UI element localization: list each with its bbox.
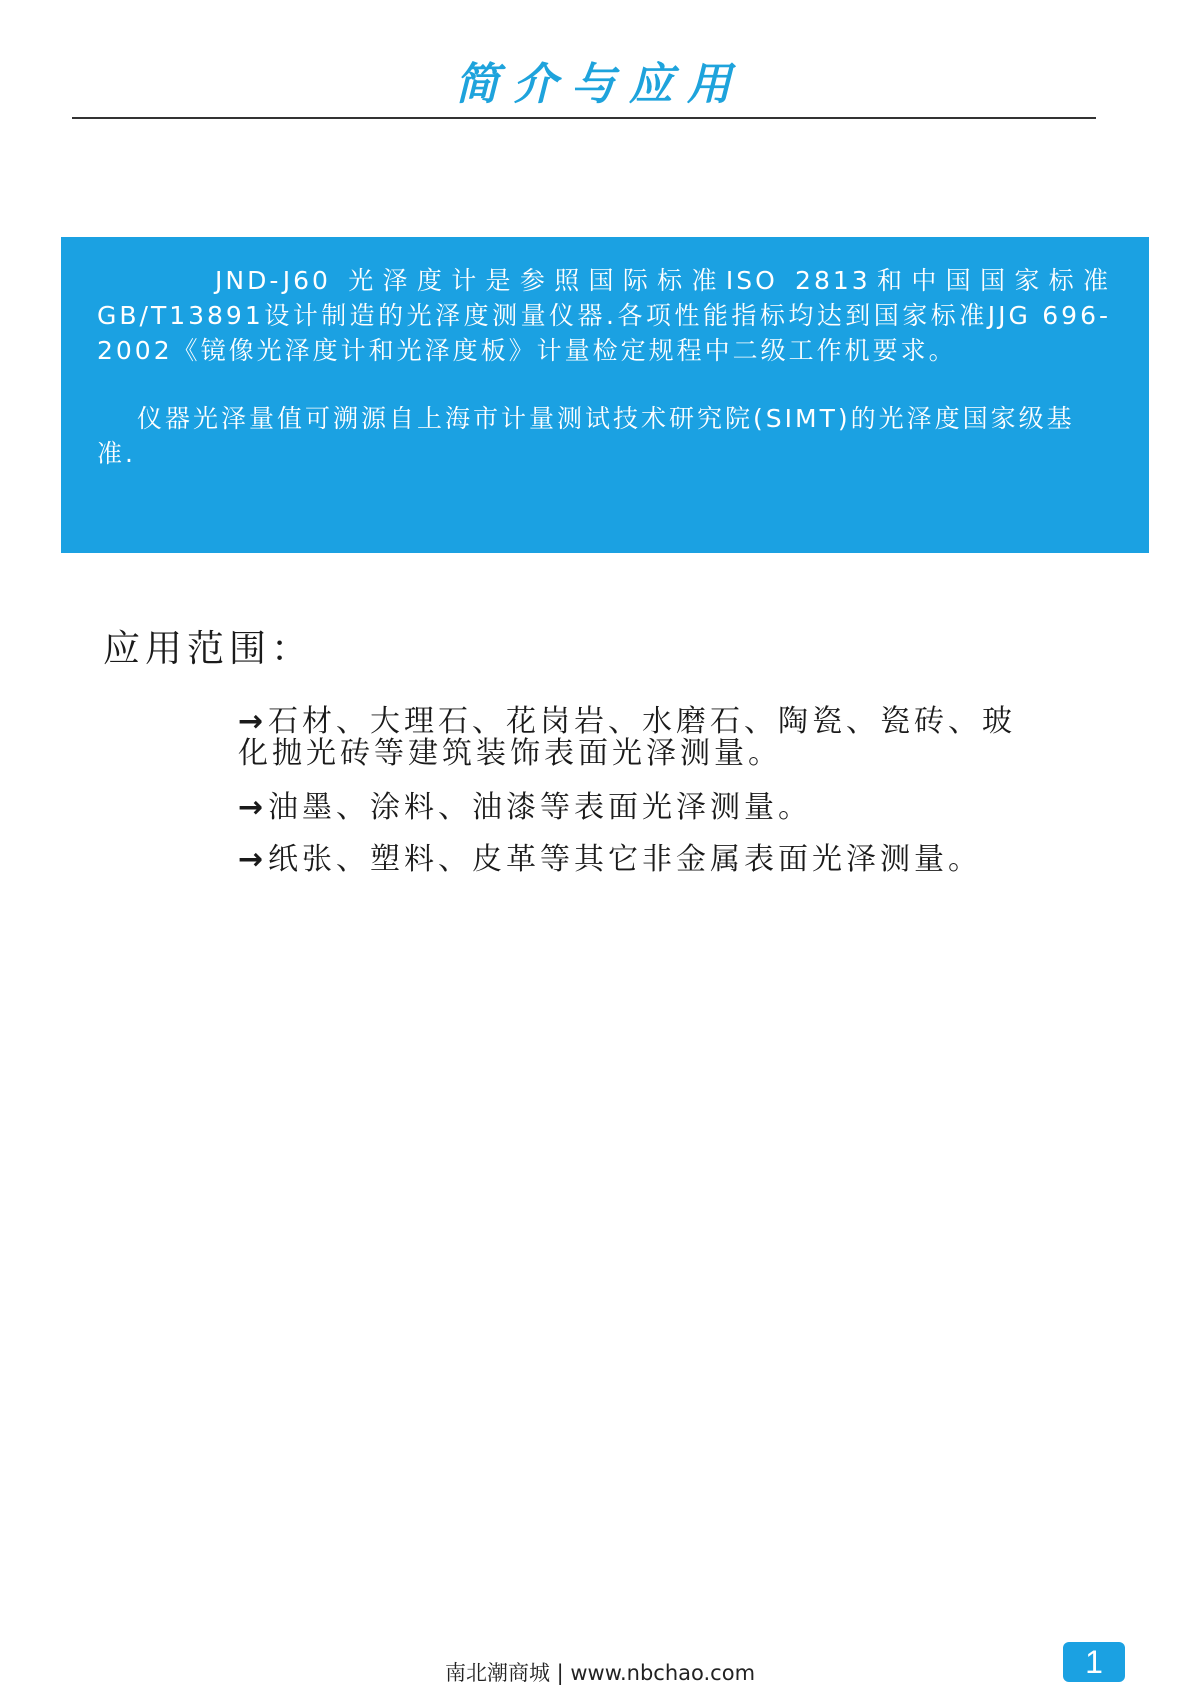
scope-item-text: 油墨、涂料、油漆等表面光泽测量。 — [268, 790, 812, 825]
right-arrow-icon: → — [238, 842, 264, 877]
right-arrow-icon: → — [238, 790, 264, 825]
scope-item-text: 纸张、塑料、皮革等其它非金属表面光泽测量。 — [268, 842, 982, 877]
scope-item-text: 石材、大理石、花岗岩、水磨石、陶瓷、瓷砖、玻化抛光砖等建筑装饰表面光泽测量。 — [238, 704, 1016, 771]
title-divider — [72, 117, 1096, 119]
scope-heading: 应用范围： — [103, 627, 313, 670]
intro-paragraph-1: JND-J60 光泽度计是参照国际标准ISO 2813和中国国家标准GB/T13891设计制造的光泽度测量仪器.各项性能指标均达到国家标准JJG 696-2002《镜像光泽度计和光泽度板》计量检定规程中二级工作机要求。 — [97, 266, 1111, 365]
scope-list — [238, 706, 1038, 898]
footer-text: 南北潮商城 | www.nbchao.com — [444, 1661, 756, 1685]
intro-box — [61, 237, 1149, 553]
scope-item — [238, 844, 1038, 876]
page-number-badge: 1 — [1063, 1642, 1125, 1682]
page-title: 简介与应用 — [455, 59, 745, 110]
scope-item — [238, 792, 1038, 824]
scope-item — [238, 706, 1038, 770]
right-arrow-icon: → — [238, 704, 264, 739]
intro-paragraph-2: 仪器光泽量值可溯源自上海市计量测试技术研究院(SIMT)的光泽度国家级基准. — [97, 404, 1075, 468]
